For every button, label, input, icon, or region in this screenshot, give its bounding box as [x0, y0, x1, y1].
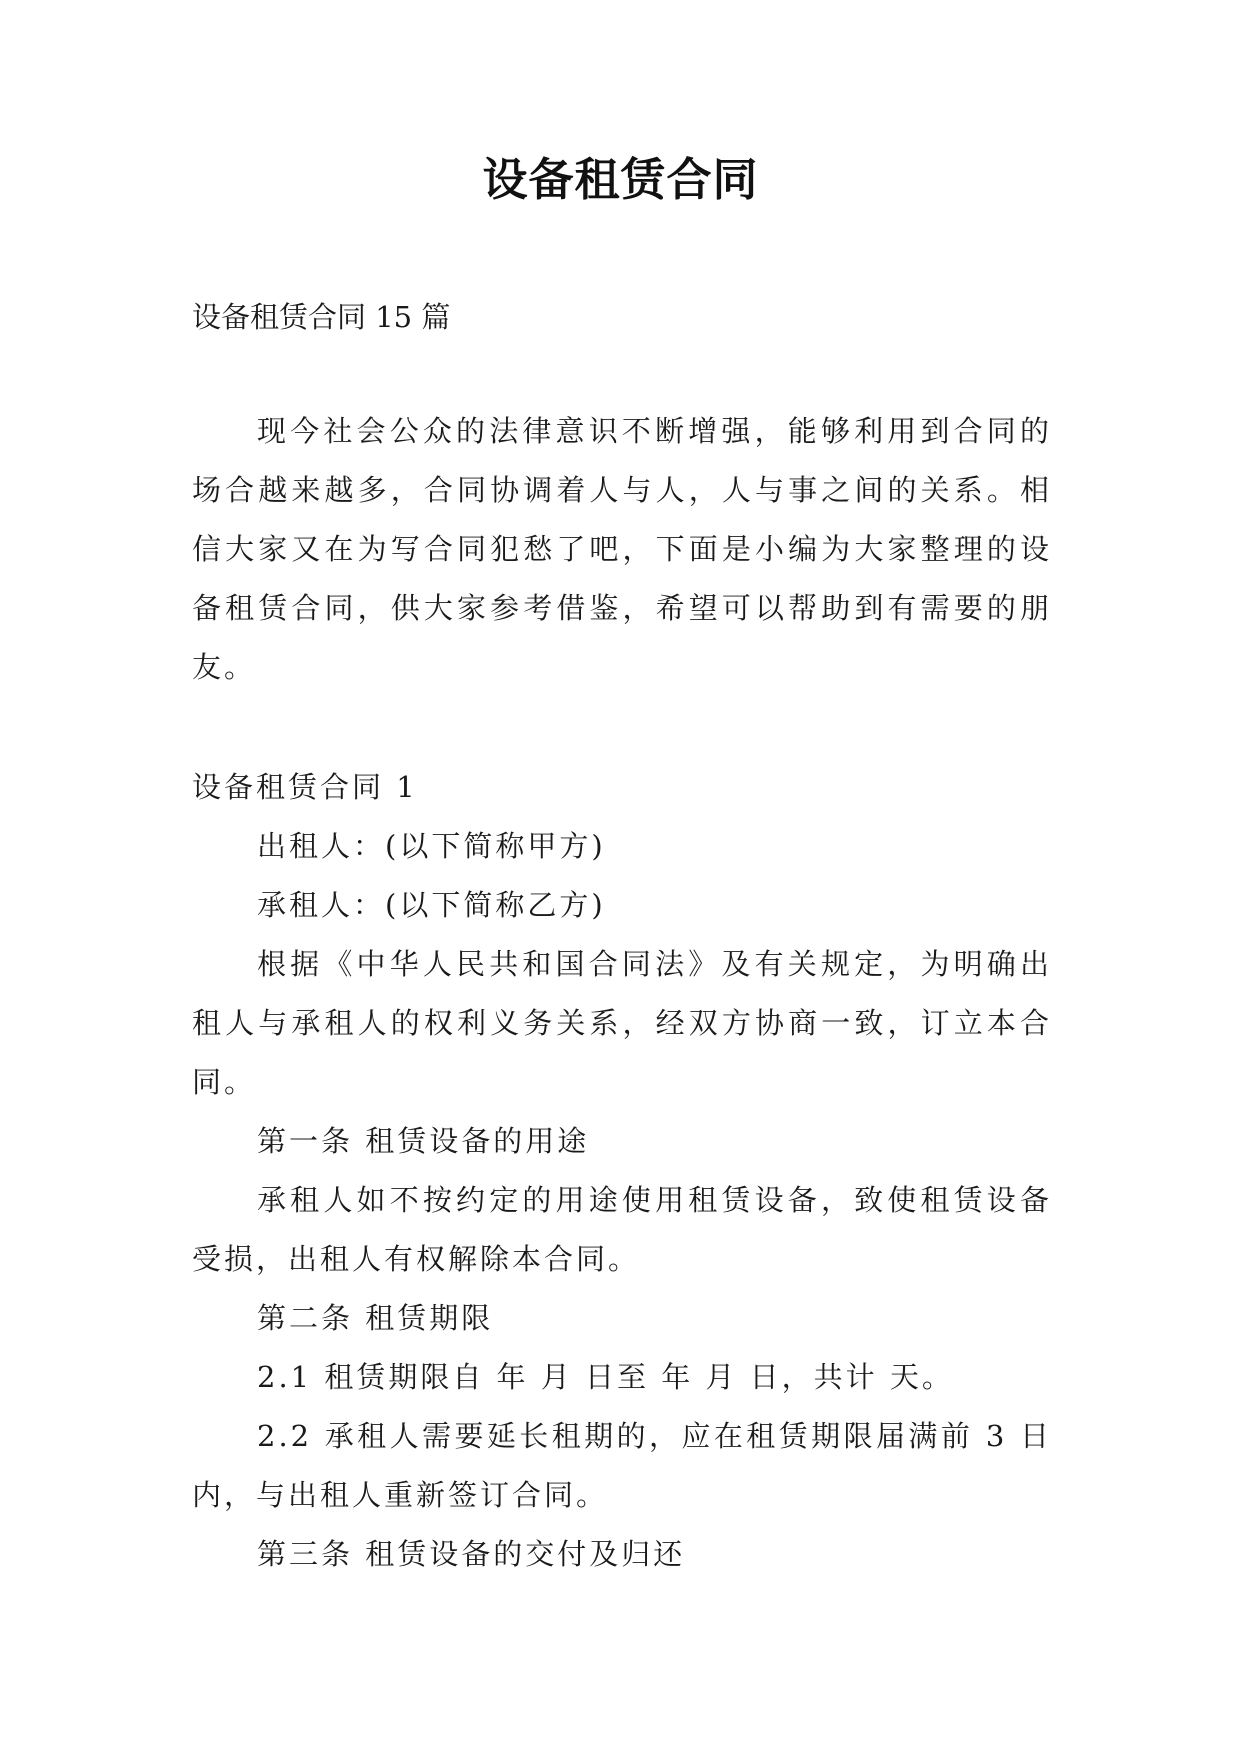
- lessor-line: 出租人：(以下简称甲方): [257, 829, 606, 863]
- preamble-paragraph: 根据《中华人民共和国合同法》及有关规定，为明确出租人与承租人的权利义务关系，经双方协商一致，订立本合同。: [192, 947, 1052, 1099]
- article-1-title: 第一条 租赁设备的用途: [257, 1124, 590, 1158]
- clause-2-1: 2.1 租赁期限自 年 月 日至 年 月 日，共计 天。: [257, 1360, 954, 1394]
- lessee-line: 承租人：(以下简称乙方): [257, 888, 606, 922]
- intro-paragraph: 现今社会公众的法律意识不断增强，能够利用到合同的场合越来越多，合同协调着人与人，人与事之间的关系。相信大家又在为写合同犯愁了吧，下面是小编为大家整理的设备租赁合同，供大家参考借鉴，希望可以帮助到有需要的朋友。: [192, 414, 1052, 684]
- article-3-title: 第三条 租赁设备的交付及归还: [257, 1537, 686, 1571]
- document-title: 设备租赁合同: [482, 153, 759, 206]
- article-1-body: 承租人如不按约定的用途使用租赁设备，致使租赁设备受损，出租人有权解除本合同。: [192, 1183, 1052, 1276]
- section-heading: 设备租赁合同 1: [192, 770, 418, 804]
- article-2-title: 第二条 租赁期限: [257, 1301, 494, 1335]
- document-subtitle: 设备租赁合同 15 篇: [192, 300, 451, 334]
- contract-section: [192, 758, 1052, 1584]
- clause-2-2: 2.2 承租人需要延长租期的，应在租赁期限届满前 3 日内，与出租人重新签订合同。: [192, 1419, 1052, 1512]
